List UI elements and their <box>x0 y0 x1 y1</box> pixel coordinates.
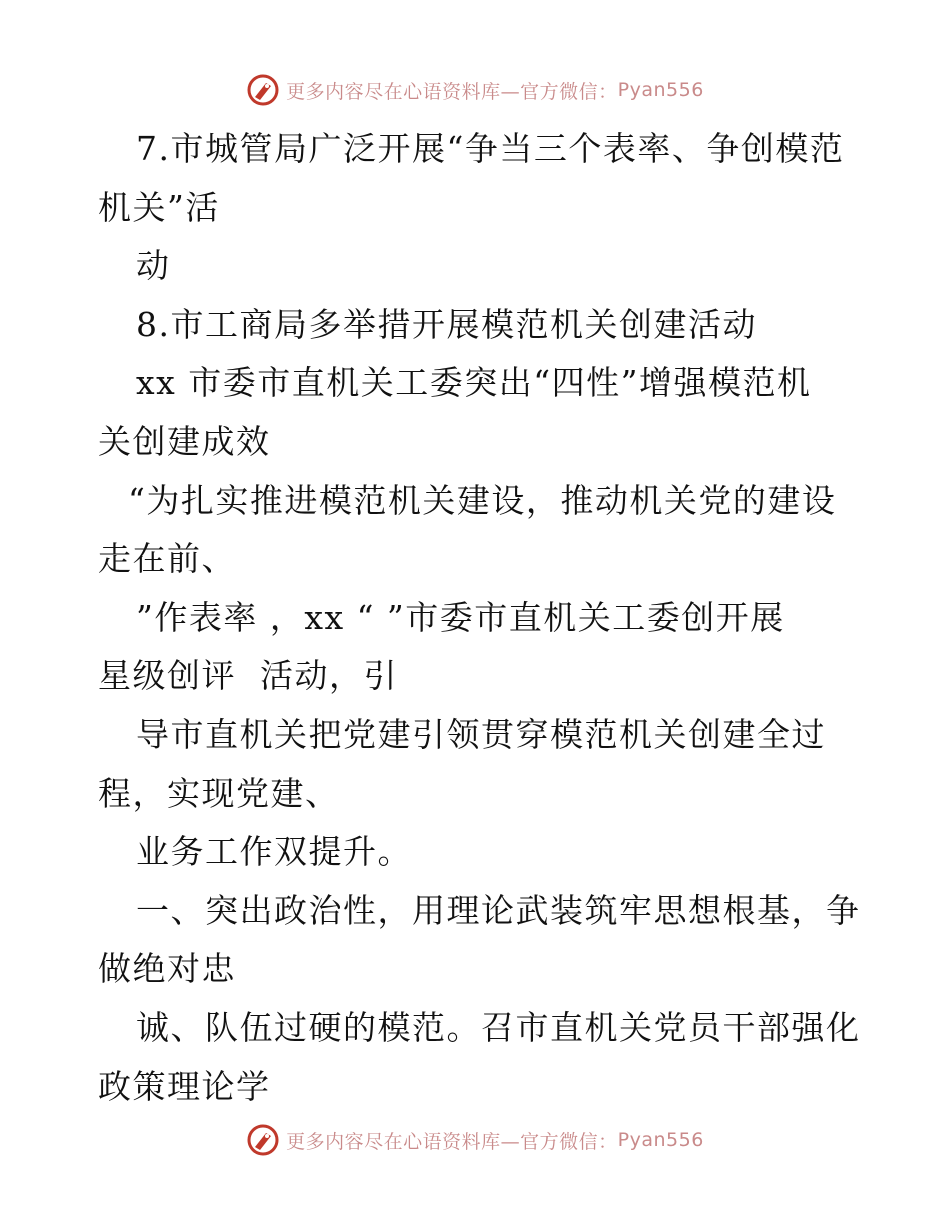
text-line: 7.市城管局广泛开展“争当三个表率、争创模范 <box>136 129 845 168</box>
text-line: 程，实现党建、 <box>98 773 340 813</box>
text-line: ”作表率 ，xx “ ”市委市直机关工委创开展 <box>136 597 785 637</box>
text-line: 星级创评 活动，引 <box>98 656 398 696</box>
pen-nib-circle-icon <box>246 1123 280 1157</box>
watermark-wechat-id: Pyan556 <box>617 79 704 101</box>
text-line: 8.市工商局多举措开展模范机关创建活动 <box>136 304 757 344</box>
text-line: 一、突出政治性，用理论武装筑牢思想根基，争 <box>136 890 861 930</box>
text-line: 机关”活 <box>98 187 220 227</box>
footer-watermark <box>0 1120 950 1160</box>
text-line: 动 <box>136 246 171 286</box>
text-line: 走在前、 <box>98 539 236 579</box>
text-line: “为扎实推进模范机关建设，推动机关党的建设 <box>128 480 837 520</box>
text-line: 政策理论学 <box>98 1066 271 1106</box>
header-watermark <box>0 70 950 110</box>
pen-nib-circle-icon <box>246 73 280 107</box>
watermark-text: 更多内容尽在心语资料库—官方微信： <box>286 80 618 103</box>
text-line: 关创建成效 <box>98 421 271 461</box>
watermark-text: 更多内容尽在心语资料库—官方微信： <box>286 1130 618 1153</box>
text-line: 导市直机关把党建引领贯穿模范机关创建全过 <box>136 714 826 754</box>
text-line: 诚、队伍过硬的模范。召市直机关党员干部强化 <box>136 1007 861 1047</box>
text-line: xx 市委市直机关工委突出“四性”增强模范机 <box>136 363 812 403</box>
document-body <box>98 120 861 1116</box>
text-line: 业务工作双提升。 <box>136 832 412 872</box>
text-line: 做绝对忠 <box>98 949 236 989</box>
watermark-wechat-id: Pyan556 <box>617 1129 704 1151</box>
